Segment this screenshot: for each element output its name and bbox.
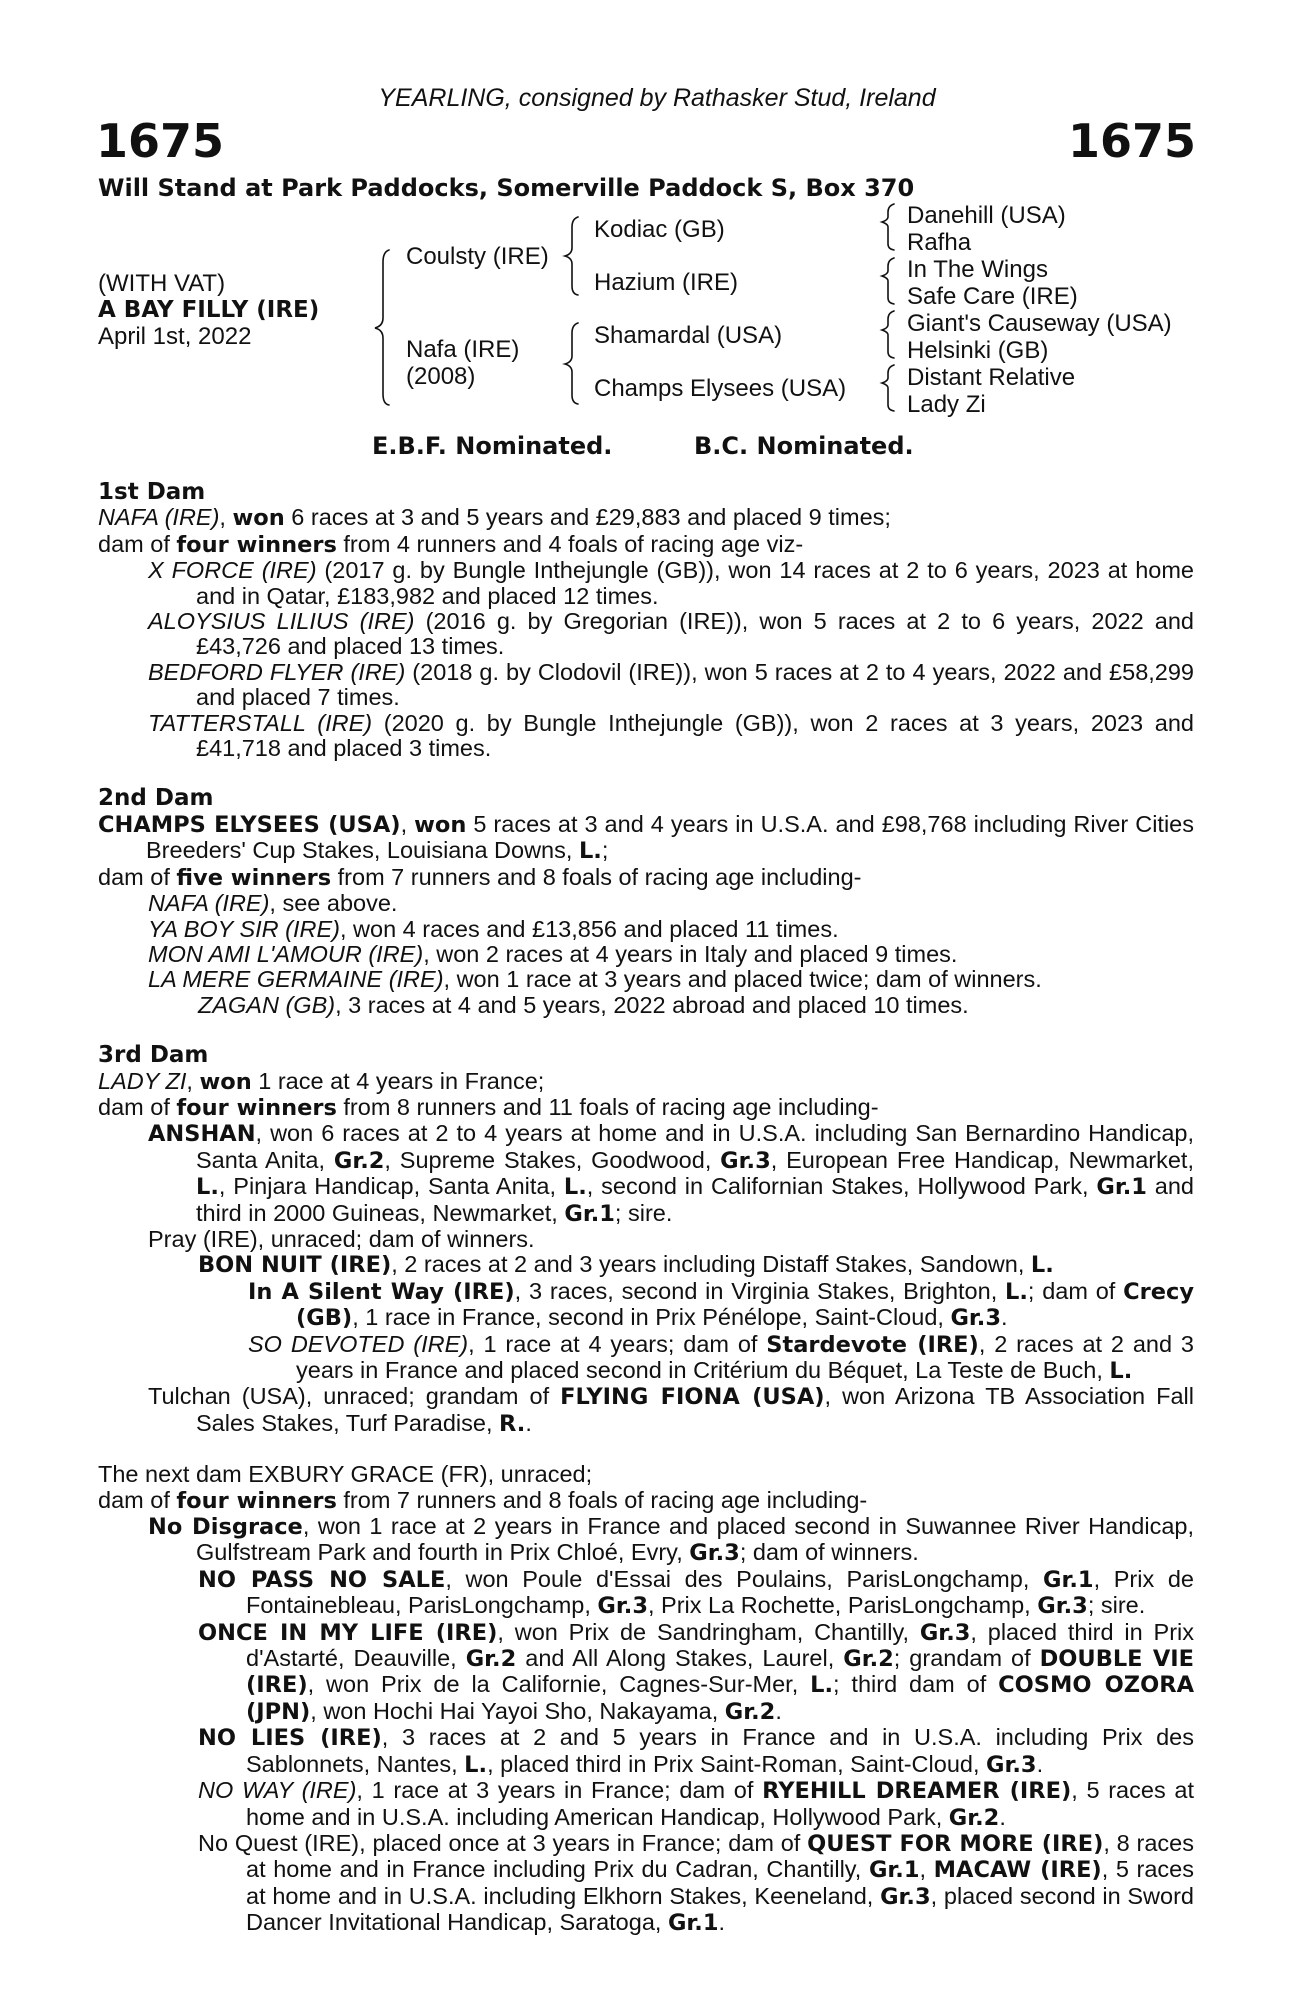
ancestor-1: Danehill (USA): [907, 202, 1066, 229]
produce-entry: Tulchan (USA), unraced; grandam of FLYING FIONA (USA), won Arizona TB Association Fall Sales Stakes, Turf Paradise, R..: [148, 1383, 1195, 1437]
foaling-date: April 1st, 2022: [98, 323, 252, 350]
produce-entry: LA MERE GERMAINE (IRE), won 1 race at 3 years and placed twice; dam of winners.: [148, 966, 1042, 993]
first-dam-summary: NAFA (IRE), won 6 races at 3 and 5 years and £29,883 and placed 9 times;: [98, 504, 891, 532]
stand-location: Will Stand at Park Paddocks, Somerville Paddock S, Box 370: [98, 174, 915, 202]
vat-note: (WITH VAT): [98, 270, 226, 297]
produce-entry: YA BOY SIR (IRE), won 4 races and £13,856 and placed 11 times.: [148, 915, 839, 942]
ancestor-2: Rafha: [907, 229, 972, 256]
third-dam-produce: dam of four winners from 8 runners and 11 foals of racing age including-: [98, 1093, 879, 1121]
produce-entry: ANSHAN, won 6 races at 2 to 4 years at home and in U.S.A. including San Bernardino Handicap, Santa Anita, Gr.2, Supreme Stakes, Goodwood, Gr.3, European Free Handicap, Newmarket, L., Pinjara Handicap, Santa Anita, L., second in Californian Stakes, Hollywood Park, Gr.1 and third in 2000 Guineas, Newmarket, Gr.1; sire.: [148, 1120, 1194, 1227]
ancestor-5: Giant's Causeway (USA): [907, 310, 1172, 337]
first-dam-produce: dam of four winners from 4 runners and 4 foals of racing age viz-: [98, 530, 804, 558]
produce-entry: NO PASS NO SALE, won Poule d'Essai des Poulains, ParisLongchamp, Gr.1, Prix de Fontainebleau, ParisLongchamp, Gr.3, Prix La Rochette, ParisLongchamp, Gr.3; sire.: [198, 1565, 1194, 1620]
produce-entry: ONCE IN MY LIFE (IRE), won Prix de Sandringham, Chantilly, Gr.3, placed third in Prix d'Astarté, Deauville, Gr.2 and All Along Stakes, Laurel, Gr.2; grandam of DOUBLE VIE (IRE), won Prix de la Californie, Cagnes-Sur-Mer, L.; third dam of COSMO OZORA (JPN), won Hochi Hai Yayoi Sho, Nakayama, Gr.2.: [198, 1618, 1194, 1725]
ancestor-4: Safe Care (IRE): [907, 283, 1078, 310]
sire-dam: Hazium (IRE): [594, 269, 739, 296]
dam-name: Nafa (IRE): [406, 336, 520, 363]
produce-entry: No Disgrace, won 1 race at 2 years in France and placed second in Suwannee River Handicap, Gulfstream Park and fourth in Prix Chloé, Evry, Gr.3; dam of winners.: [148, 1513, 1194, 1567]
sire-name: Coulsty (IRE): [406, 243, 549, 270]
sire-sire: Kodiac (GB): [594, 216, 725, 243]
second-dam-summary: CHAMPS ELYSEES (USA), won 5 races at 3 and 4 years in U.S.A. and £98,768 including River Cities Breeders' Cup Stakes, Louisiana Downs, L.;: [98, 810, 1194, 865]
ancestor-8: Lady Zi: [907, 391, 986, 418]
bc-nominated: B.C. Nominated.: [694, 432, 914, 460]
dam-sire: Shamardal (USA): [594, 322, 783, 349]
produce-entry: In A Silent Way (IRE), 3 races, second in Virginia Stakes, Brighton, L.; dam of Crecy (GB), 1 race in France, second in Prix Pénélope, Saint-Cloud, Gr.3.: [248, 1277, 1194, 1332]
produce-entry: BON NUIT (IRE), 2 races at 2 and 3 years including Distaff Stakes, Sandown, L.: [198, 1251, 1054, 1279]
pedigree-braces: [0, 0, 1314, 420]
dam-dam: Champs Elysees (USA): [594, 375, 847, 402]
ancestor-7: Distant Relative: [907, 364, 1076, 391]
ancestor-3: In The Wings: [907, 256, 1048, 283]
next-dam-produce: dam of four winners from 7 runners and 8 foals of racing age including-: [98, 1486, 868, 1514]
lot-number-right: 1675: [1067, 114, 1196, 168]
produce-entry: X FORCE (IRE) (2017 g. by Bungle Inthejungle (GB)), won 14 races at 2 to 6 years, 2023 at home and in Qatar, £183,982 and placed 12 times.: [148, 557, 1194, 609]
produce-entry: SO DEVOTED (IRE), 1 race at 4 years; dam of Stardevote (IRE), 2 races at 2 and 3 years in France and placed second in Critérium du Béquet, La Teste de Buch, L.: [248, 1330, 1194, 1384]
third-dam-summary: LADY ZI, won 1 race at 4 years in France;: [98, 1067, 545, 1095]
ebf-nominated: E.B.F. Nominated.: [372, 432, 613, 460]
second-dam-produce: dam of five winners from 7 runners and 8 foals of racing age including-: [98, 863, 862, 891]
produce-record: [98, 480, 1194, 1937]
second-dam-heading: 2nd Dam: [98, 785, 214, 812]
produce-entry: NAFA (IRE), see above.: [148, 890, 398, 917]
lot-horse-name: A BAY FILLY (IRE): [98, 297, 320, 323]
lot-number-left: 1675: [96, 114, 225, 168]
dam-year: (2008): [406, 363, 476, 390]
produce-entry: No Quest (IRE), placed once at 3 years in France; dam of QUEST FOR MORE (IRE), 8 races at home and in France including Prix du Cadran, Chantilly, Gr.1, MACAW (IRE), 5 races at home and in U.S.A. including Elkhorn Stakes, Keeneland, Gr.3, placed second in Sword Dancer Invitational Handicap, Saratoga, Gr.1.: [198, 1829, 1194, 1937]
produce-entry: NO WAY (IRE), 1 race at 3 years in France; dam of RYEHILL DREAMER (IRE), 5 races at home and in U.S.A. including American Handicap, Hollywood Park, Gr.2.: [198, 1777, 1194, 1831]
produce-entry: ALOYSIUS LILIUS (IRE) (2016 g. by Gregorian (IRE)), won 5 races at 2 to 6 years, 2022 and £43,726 and placed 13 times.: [148, 608, 1194, 660]
produce-entry: NO LIES (IRE), 3 races at 2 and 5 years in France and in U.S.A. including Prix des Sablonnets, Nantes, L., placed third in Prix Saint-Roman, Saint-Cloud, Gr.3.: [198, 1724, 1194, 1778]
produce-entry: TATTERSTALL (IRE) (2020 g. by Bungle Inthejungle (GB)), won 2 races at 3 years, 2023 and £41,718 and placed 3 times.: [148, 709, 1194, 762]
produce-entry: BEDFORD FLYER (IRE) (2018 g. by Clodovil (IRE)), won 5 races at 2 to 4 years, 2022 and £58,299 and placed 7 times.: [148, 658, 1194, 711]
third-dam-heading: 3rd Dam: [98, 1042, 209, 1069]
next-dam-summary: The next dam EXBURY GRACE (FR), unraced;: [98, 1461, 593, 1488]
first-dam-heading: 1st Dam: [98, 479, 206, 505]
produce-entry: MON AMI L'AMOUR (IRE), won 2 races at 4 years in Italy and placed 9 times.: [148, 940, 958, 967]
consignor-subtitle: YEARLING, consigned by Rathasker Stud, Ireland: [378, 84, 936, 112]
produce-entry: Pray (IRE), unraced; dam of winners.: [148, 1225, 535, 1252]
ancestor-6: Helsinki (GB): [907, 337, 1049, 364]
produce-entry: ZAGAN (GB), 3 races at 4 and 5 years, 2022 abroad and placed 10 times.: [198, 991, 969, 1018]
